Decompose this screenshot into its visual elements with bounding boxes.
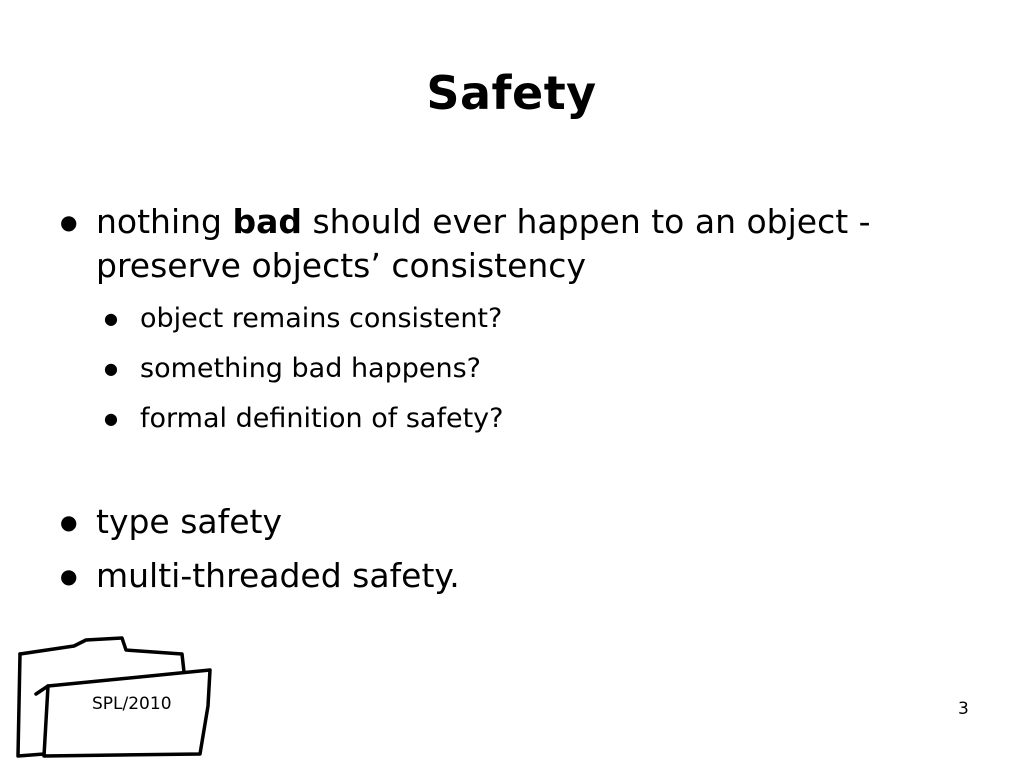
footer-text: SPL/2010	[92, 694, 172, 714]
sub-bullet-marker: ●	[104, 409, 118, 428]
bullet-text: multi-threaded safety.	[96, 556, 460, 595]
bullet-item	[60, 500, 960, 544]
bullet-marker: ●	[60, 210, 78, 234]
bullet-marker: ●	[60, 564, 78, 588]
sub-bullet-marker: ●	[104, 309, 118, 328]
bullet-item	[60, 200, 960, 444]
sub-bullet-marker: ●	[104, 359, 118, 378]
slide-title: Safety	[426, 66, 597, 120]
sub-bullet-item	[96, 344, 960, 394]
sub-bullet-text: something bad happens?	[140, 353, 481, 384]
sub-bullet-item	[96, 394, 960, 444]
bullet-text-end: should ever happen to an object - preserve objects’ consistency	[96, 202, 871, 285]
bullet-spacer	[60, 454, 960, 500]
bullet-marker: ●	[60, 510, 78, 534]
page-number: 3	[958, 699, 969, 719]
bullet-text: type safety	[96, 502, 283, 541]
bullet-text-start: nothing	[96, 202, 233, 241]
bullet-text-emphasis: bad	[232, 202, 302, 241]
sub-bullet-text: formal definition of safety?	[140, 403, 504, 434]
bullet-item	[60, 554, 960, 598]
sub-bullet-list	[96, 294, 960, 444]
sub-bullet-item	[96, 294, 960, 344]
bullet-list	[60, 200, 960, 608]
sub-bullet-text: object remains consistent?	[140, 303, 503, 334]
